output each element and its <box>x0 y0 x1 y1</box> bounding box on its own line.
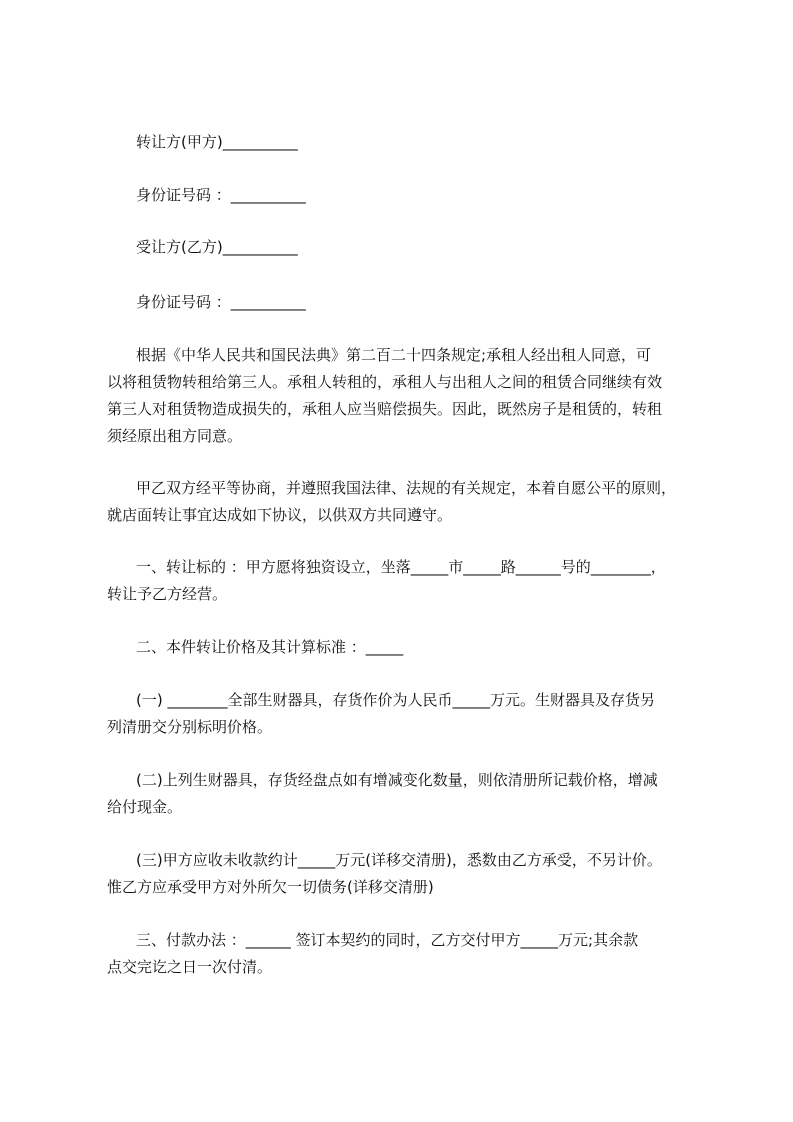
party-a-line: 转让方(甲方)__________ <box>136 133 298 151</box>
clause-3-line: 点交完讫之日一次付清。 <box>107 958 273 976</box>
party-b-line: 受让方(乙方)__________ <box>136 238 298 256</box>
clause-2-3-line: (三)甲方应收未收款约计_____万元(详移交清册)，悉数由乙方承受，不另计价。 <box>136 851 662 869</box>
intro-paragraph-line: 第三人对租赁物造成损失的，承租人应当赔偿损失。因此，既然房子是租赁的，转租 <box>107 400 663 418</box>
clause-1-line: 一、转让标的 ：甲方愿将独资设立，坐落_____市_____路______号的________， <box>136 558 666 576</box>
agreement-paragraph-line: 就店面转让事宜达成如下协议，以供双方共同遵守。 <box>107 506 453 524</box>
intro-paragraph-line: 以将租赁物转租给第三人。承租人转租的，承租人与出租人之间的租赁合同继续有效 <box>107 373 663 391</box>
clause-2-2-line: (二)上列生财器具，存货经盘点如有增减变化数量，则依清册所记载价格，增减 <box>136 771 658 789</box>
clause-2-3-line: 惟乙方应承受甲方对外所欠一切债务(详移交清册) <box>107 878 434 896</box>
clause-2-title: 二、本件转让价格及其计算标准 ：_____ <box>136 638 404 656</box>
party-a-id-line: 身份证号码 ：__________ <box>136 186 306 204</box>
clause-3-line: 三、付款办法 ：______ 签订本契约的同时，乙方交付甲方_____万元;其余款 <box>136 931 639 949</box>
clause-2-1-line: 列清册交分别标明价格。 <box>107 718 273 736</box>
agreement-paragraph-line: 甲乙双方经平等协商，并遵照我国法律、法规的有关规定，本着自愿公平的原则， <box>136 479 677 497</box>
clause-2-1-line: (一) ________全部生财器具，存货作价为人民币_____万元。生财器具及存货另 <box>136 691 655 709</box>
party-b-id-line: 身份证号码 ：__________ <box>136 293 306 311</box>
intro-paragraph-line: 根据《中华人民共和国民法典》第二百二十四条规定;承租人经出租人同意，可 <box>136 346 652 364</box>
clause-2-2-line: 给付现金。 <box>107 798 183 816</box>
clause-1-line: 转让予乙方经营。 <box>107 585 228 603</box>
intro-paragraph-line: 须经原出租方同意。 <box>107 427 243 445</box>
